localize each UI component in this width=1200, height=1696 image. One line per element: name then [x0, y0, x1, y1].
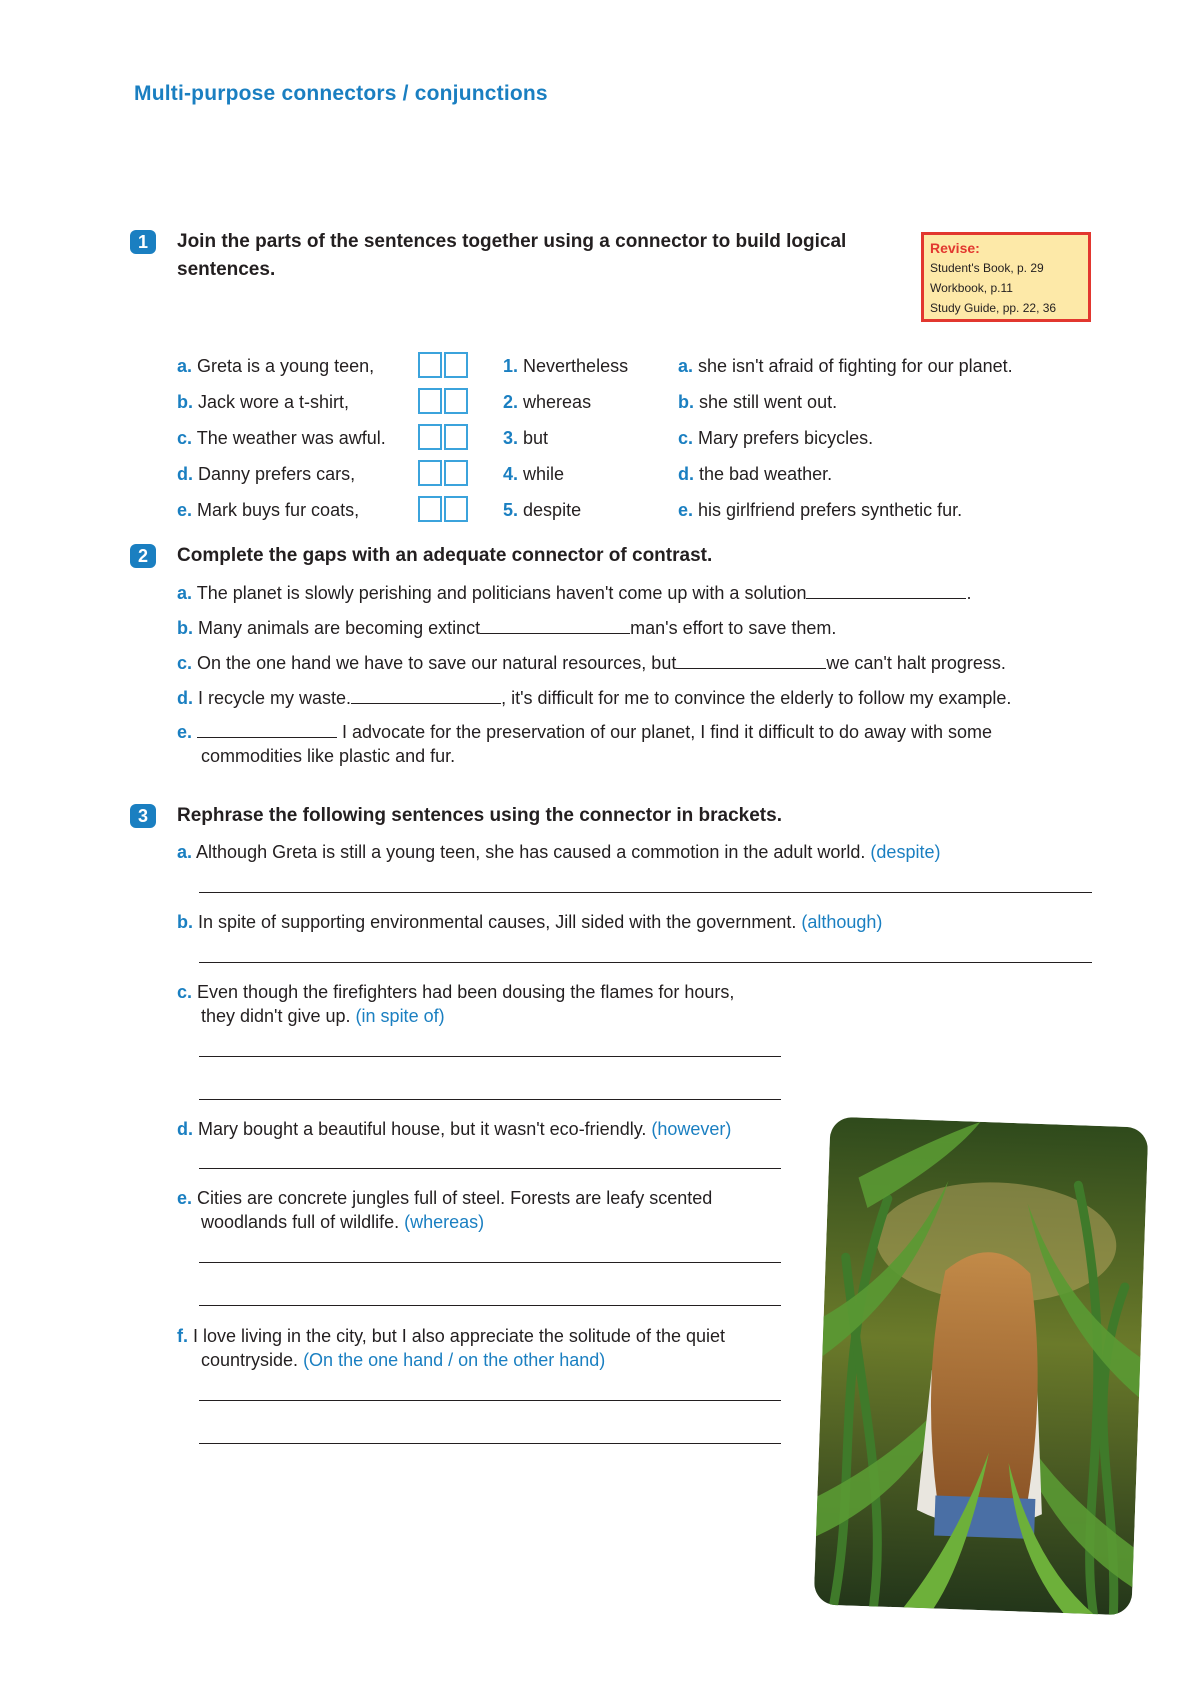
answer-line[interactable]	[199, 1400, 781, 1401]
item-text: woodlands full of wildlife.	[201, 1212, 405, 1232]
rephrase-item-e	[177, 1186, 712, 1210]
item-text: Nevertheless	[523, 356, 629, 376]
answer-box[interactable]	[418, 460, 442, 486]
right-item	[678, 498, 962, 522]
left-item	[177, 390, 349, 414]
item-text: On the one hand we have to save our natural resources, but	[197, 653, 677, 673]
item-label: a.	[177, 356, 193, 376]
item-label: 5.	[503, 500, 519, 520]
item-label: b.	[678, 392, 694, 412]
item-text: I advocate for the preservation of our planet, I find it difficult to do away with some	[337, 722, 993, 742]
answer-box[interactable]	[444, 352, 468, 378]
answer-box[interactable]	[418, 496, 442, 522]
rephrase-item-d	[177, 1117, 731, 1141]
connector-item	[503, 462, 564, 486]
item-label: b.	[177, 912, 193, 932]
item-label: 4.	[503, 464, 519, 484]
right-item	[678, 390, 837, 414]
item-label: a.	[177, 842, 193, 862]
gap-sentence-b	[177, 615, 836, 640]
item-label: d.	[177, 1119, 193, 1139]
answer-boxes	[418, 496, 468, 527]
item-text: Mark buys fur coats,	[197, 500, 360, 520]
rephrase-item-f-cont	[201, 1348, 605, 1372]
answer-boxes	[418, 424, 468, 455]
answer-line[interactable]	[199, 962, 1092, 963]
item-text: Although Greta is still a young teen, she has caused a commotion in the adult world.	[196, 842, 871, 862]
connector-hint: (whereas)	[404, 1212, 485, 1232]
connector-hint: (On the one hand / on the other hand)	[303, 1350, 606, 1370]
item-text: countryside.	[201, 1350, 304, 1370]
item-text: .	[966, 583, 972, 603]
left-item	[177, 354, 374, 378]
answer-box[interactable]	[418, 388, 442, 414]
item-text: whereas	[523, 392, 592, 412]
revise-ref: Study Guide, pp. 22, 36	[930, 301, 1057, 315]
gap-field[interactable]	[806, 580, 966, 599]
item-text: but	[523, 428, 549, 448]
answer-line[interactable]	[199, 1168, 781, 1169]
answer-boxes	[418, 388, 468, 419]
answer-box[interactable]	[418, 352, 442, 378]
gap-sentence-e-cont: commodities like plastic and fur.	[201, 746, 456, 766]
left-item	[177, 462, 355, 486]
item-label: a.	[177, 583, 193, 603]
gap-field[interactable]	[351, 685, 501, 704]
item-text: man's effort to save them.	[630, 618, 837, 638]
right-item	[678, 426, 873, 450]
cornfield-photo	[814, 1117, 1149, 1616]
answer-box[interactable]	[444, 496, 468, 522]
item-text: The weather was awful.	[196, 428, 386, 448]
item-text: Jack wore a t-shirt,	[198, 392, 350, 412]
right-item	[678, 354, 1013, 378]
item-text: his girlfriend prefers synthetic fur.	[698, 500, 963, 520]
item-text: Greta is a young teen,	[197, 356, 375, 376]
item-text: she isn't afraid of fighting for our planet.	[698, 356, 1013, 376]
item-label: e.	[177, 722, 193, 742]
item-text: Cities are concrete jungles full of steel. Forests are leafy scented	[197, 1188, 713, 1208]
item-label: c.	[177, 428, 193, 448]
connector-item	[503, 426, 548, 450]
connector-item	[503, 498, 581, 522]
rephrase-item-c	[177, 980, 734, 1004]
exercise-2-number: 2	[130, 544, 156, 568]
item-label: c.	[177, 982, 193, 1002]
item-label: c.	[678, 428, 694, 448]
page-title: Multi-purpose connectors / conjunctions	[134, 82, 548, 105]
answer-box[interactable]	[444, 388, 468, 414]
item-label: a.	[678, 356, 694, 376]
item-text: In spite of supporting environmental causes, Jill sided with the government.	[198, 912, 802, 932]
item-label: e.	[678, 500, 694, 520]
answer-line[interactable]	[199, 1056, 781, 1057]
item-label: d.	[177, 464, 193, 484]
connector-item	[503, 354, 628, 378]
answer-box[interactable]	[444, 424, 468, 450]
answer-line[interactable]	[199, 892, 1092, 893]
gap-sentence-c	[177, 650, 1006, 675]
connector-hint: (in spite of)	[355, 1006, 445, 1026]
item-text: despite	[523, 500, 582, 520]
item-text: Danny prefers cars,	[198, 464, 356, 484]
gap-sentence-e	[177, 719, 992, 744]
left-item	[177, 498, 359, 522]
revise-title: Revise:	[930, 240, 980, 256]
exercise-3-title: Rephrase the following sentences using the connector in brackets.	[177, 805, 782, 826]
connector-hint: (despite)	[870, 842, 941, 862]
revise-box	[921, 232, 1091, 322]
rephrase-item-c-cont	[201, 1004, 445, 1028]
item-text: I love living in the city, but I also appreciate the solitude of the quiet	[193, 1326, 725, 1346]
gap-sentence-d	[177, 685, 1011, 710]
rephrase-item-b	[177, 910, 882, 934]
item-text: Mary prefers bicycles.	[698, 428, 874, 448]
rephrase-item-e-cont	[201, 1210, 484, 1234]
answer-line[interactable]	[199, 1443, 781, 1444]
item-text: they didn't give up.	[201, 1006, 356, 1026]
item-label: e.	[177, 500, 193, 520]
answer-box[interactable]	[444, 460, 468, 486]
item-text: I recycle my waste.	[198, 688, 352, 708]
item-label: e.	[177, 1188, 193, 1208]
item-label: c.	[177, 653, 193, 673]
item-label: b.	[177, 392, 193, 412]
item-text: , it's difficult for me to convince the elderly to follow my example.	[501, 688, 1012, 708]
connector-item	[503, 390, 591, 414]
exercise-3-number: 3	[130, 804, 156, 828]
item-text: Even though the firefighters had been dousing the flames for hours,	[197, 982, 735, 1002]
answer-line[interactable]	[199, 1262, 781, 1263]
item-text: Mary bought a beautiful house, but it wasn't eco-friendly.	[198, 1119, 652, 1139]
exercise-2-title: Complete the gaps with an adequate connector of contrast.	[177, 545, 713, 566]
rephrase-item-a	[177, 840, 940, 864]
connector-hint: (although)	[801, 912, 883, 932]
item-text: we can't halt progress.	[826, 653, 1006, 673]
gap-sentence-a	[177, 580, 972, 605]
exercise-1-number: 1	[130, 230, 156, 254]
item-label: 2.	[503, 392, 519, 412]
item-label: d.	[177, 688, 193, 708]
item-label: 3.	[503, 428, 519, 448]
item-label: f.	[177, 1326, 188, 1346]
connector-hint: (however)	[651, 1119, 732, 1139]
answer-boxes	[418, 352, 468, 383]
item-text: she still went out.	[699, 392, 838, 412]
gap-field[interactable]	[676, 650, 826, 669]
gap-field[interactable]	[480, 615, 630, 634]
item-text: while	[523, 464, 565, 484]
answer-line[interactable]	[199, 1305, 781, 1306]
item-text: Many animals are becoming extinct	[198, 618, 481, 638]
item-label: 1.	[503, 356, 519, 376]
exercise-1-title-cont: sentences.	[177, 259, 276, 280]
answer-boxes	[418, 460, 468, 491]
answer-line[interactable]	[199, 1099, 781, 1100]
right-item	[678, 462, 832, 486]
item-label: d.	[678, 464, 694, 484]
exercise-1-title: Join the parts of the sentences together using a connector to build logical	[177, 231, 847, 252]
revise-ref: Student's Book, p. 29	[930, 261, 1044, 275]
answer-box[interactable]	[418, 424, 442, 450]
item-text: The planet is slowly perishing and politicians haven't come up with a solution	[196, 583, 807, 603]
item-text: the bad weather.	[699, 464, 833, 484]
revise-ref: Workbook, p.11	[930, 281, 1013, 295]
item-label: b.	[177, 618, 193, 638]
gap-field[interactable]	[197, 719, 337, 738]
left-item	[177, 426, 386, 450]
rephrase-item-f	[177, 1324, 725, 1348]
